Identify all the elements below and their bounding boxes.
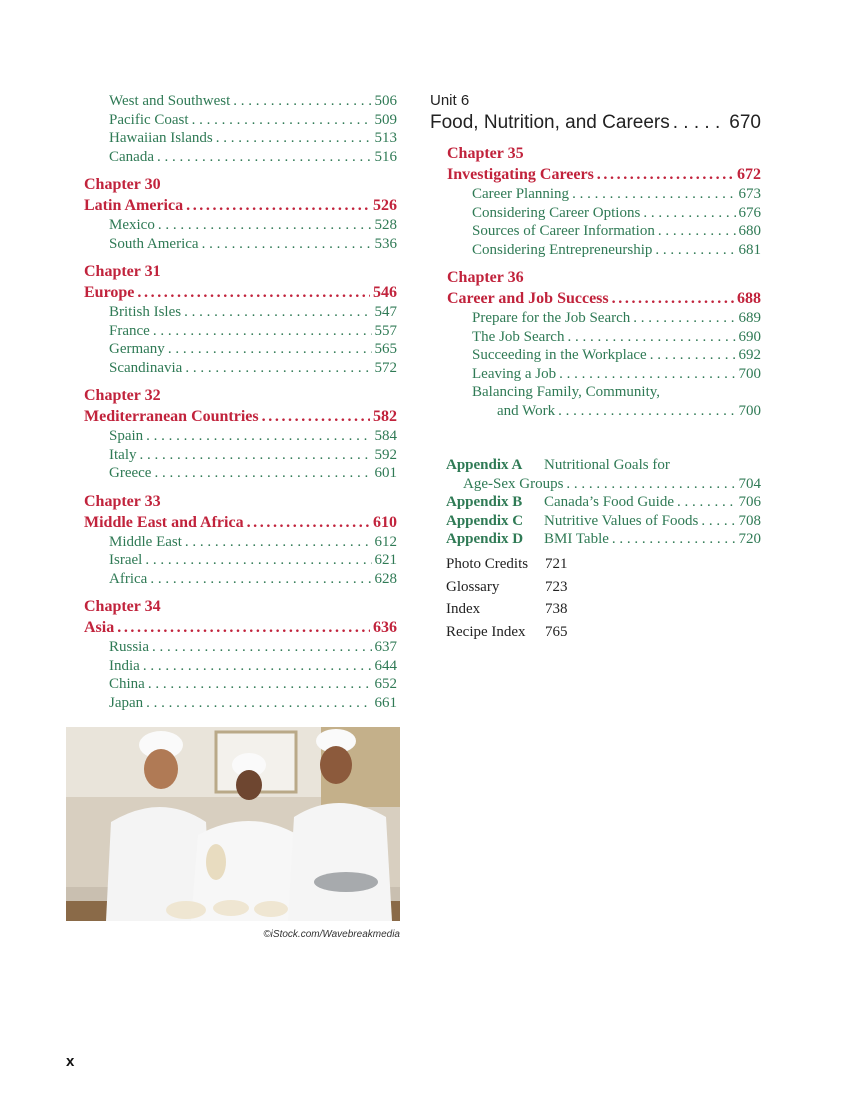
chapter-title-page: 610 (373, 513, 397, 531)
chapter-title-label: Investigating Careers (447, 166, 594, 183)
toc-entry-label: Middle East (109, 533, 182, 550)
toc-entry-label: Spain (109, 428, 144, 444)
toc-entry[interactable] (447, 365, 761, 384)
toc-right-column (430, 91, 761, 643)
toc-entry-page: 690 (738, 328, 761, 345)
dot-leader (597, 164, 734, 185)
dot-leader (233, 92, 371, 111)
appendix-page: 706 (738, 494, 761, 511)
unit-title[interactable] (430, 110, 761, 135)
chapter-block (84, 174, 397, 253)
toc-entry-label: Germany (109, 341, 165, 357)
toc-entry[interactable] (84, 446, 397, 465)
toc-entry-label: Succeeding in the Workplace (472, 347, 647, 363)
chapter-block (447, 143, 761, 259)
chapter-title-page: 636 (373, 619, 397, 636)
dot-leader (633, 309, 735, 328)
chapter-block (84, 491, 397, 589)
toc-entry[interactable] (84, 427, 397, 446)
dot-leader (572, 185, 735, 204)
chapter-block (447, 267, 761, 420)
back-matter-entry[interactable] (446, 598, 761, 621)
chapter-number: Chapter 33 (84, 492, 161, 510)
toc-entry-label: Leaving a Job (472, 365, 557, 382)
toc-entry-label: Hawaiian Islands (109, 130, 213, 146)
toc-entry[interactable] (84, 464, 397, 483)
chapter-title-label: Asia (84, 619, 115, 636)
toc-entry-label: South America (109, 235, 199, 252)
back-matter-entry[interactable] (446, 621, 761, 644)
back-matter-page: 738 (545, 601, 568, 618)
appendix-key: Appendix B (446, 494, 523, 511)
appendix-key: Appendix C (446, 512, 524, 529)
dot-leader (559, 365, 735, 384)
dot-leader (158, 216, 372, 235)
chapter-title[interactable] (84, 195, 397, 216)
toc-entry[interactable] (447, 185, 761, 204)
dot-leader (655, 241, 735, 260)
chapter-number: Chapter 32 (84, 387, 161, 404)
back-matter-label: Photo Credits (446, 555, 529, 572)
toc-entry-page: 572 (374, 359, 397, 376)
dot-leader (146, 694, 371, 713)
dot-leader (152, 638, 371, 657)
toc-entry-label: Africa (109, 570, 148, 587)
photo-credit: ©iStock.com/Wavebreakmedia (263, 929, 400, 940)
chapter-number: Chapter 31 (84, 263, 161, 280)
toc-entry-label: Career Planning (472, 186, 570, 202)
dot-leader (650, 346, 736, 365)
dot-leader (673, 110, 727, 135)
dot-leader (192, 111, 372, 130)
toc-entry-label: Sources of Career Information (472, 223, 655, 239)
dot-leader (168, 340, 372, 359)
toc-entry[interactable] (447, 402, 761, 421)
appendix-entry[interactable] (446, 475, 761, 494)
appendix-entry-page: 704 (738, 475, 761, 492)
toc-entry-label: Scandinavia (109, 359, 183, 376)
chapter-title-label: Middle East and Africa (84, 513, 244, 531)
back-matter-page: 765 (545, 623, 568, 640)
toc-entry-page: 557 (374, 322, 397, 339)
photo-illustration (66, 727, 400, 921)
dot-leader (262, 406, 370, 427)
appendix-entry[interactable] (446, 456, 761, 475)
back-matter-label: Glossary (446, 578, 500, 595)
toc-entry[interactable] (84, 340, 397, 359)
dot-leader (566, 475, 735, 494)
unit-title-label: Food, Nutrition, and Careers (430, 112, 670, 133)
dot-leader (701, 512, 735, 531)
toc-entry-page: 676 (738, 204, 761, 221)
toc-entry-page: 689 (738, 310, 761, 326)
toc-entry[interactable] (84, 216, 397, 235)
toc-entry[interactable] (84, 148, 397, 167)
appendix-title: BMI Table (544, 531, 609, 548)
toc-entry-label: Mexico (109, 217, 155, 233)
toc-entry-page: 592 (374, 446, 397, 463)
appendix-page: 708 (738, 512, 761, 529)
appendix-key: Appendix A (446, 457, 523, 473)
toc-entry-label: China (109, 676, 145, 692)
toc-entry[interactable]: Balancing Family, Community, (472, 384, 661, 400)
chapter-block (84, 596, 397, 712)
toc-entry-page: 628 (374, 570, 397, 587)
unit-number: Unit 6 (430, 92, 470, 109)
toc-entry[interactable] (84, 359, 397, 378)
dot-leader (150, 570, 371, 589)
dot-leader (157, 148, 372, 167)
page-number: x (66, 1053, 75, 1070)
toc-entry[interactable] (447, 309, 761, 328)
back-matter-list (446, 553, 761, 643)
dot-leader (643, 204, 735, 223)
chapter-title-label: Europe (84, 284, 135, 301)
leading-entries (84, 92, 397, 166)
toc-entry[interactable] (84, 303, 397, 322)
dot-leader (154, 464, 371, 483)
chapter-title-page: 526 (373, 197, 397, 214)
toc-entry[interactable] (447, 204, 761, 223)
toc-entry[interactable] (84, 638, 397, 657)
chapter-block (84, 261, 397, 377)
toc-entry[interactable] (447, 241, 761, 260)
toc-entry-label: France (109, 322, 150, 339)
toc-entry[interactable] (84, 92, 397, 111)
toc-entry[interactable] (84, 322, 397, 341)
dot-leader (148, 675, 372, 694)
dot-leader (612, 288, 734, 309)
chapter-title[interactable] (447, 288, 761, 309)
dot-leader (143, 657, 372, 676)
dot-leader (184, 303, 371, 322)
toc-entry-label: Canada (109, 148, 154, 165)
chapter-title-label: Career and Job Success (447, 290, 609, 307)
dot-leader (186, 195, 370, 216)
toc-entry-page: 601 (374, 465, 397, 481)
appendix-key: Appendix D (446, 531, 524, 548)
toc-entry[interactable] (447, 222, 761, 241)
toc-entry-page: 612 (374, 533, 397, 550)
toc-entry-page: 565 (374, 341, 397, 357)
toc-entry[interactable] (84, 657, 397, 676)
appendix-entry-label: Age-Sex Groups (463, 475, 564, 492)
toc-entry-page: 673 (738, 186, 761, 202)
appendix-list (446, 456, 761, 549)
toc-entry-page: 528 (374, 217, 397, 233)
back-matter-page: 721 (545, 555, 568, 572)
appendix-title: Nutritive Values of Foods (544, 512, 699, 529)
toc-entry-label: and Work (497, 402, 556, 419)
toc-entry-page: 547 (374, 304, 397, 320)
toc-entry-page: 509 (374, 111, 397, 128)
dot-leader (146, 427, 371, 446)
dot-leader (677, 493, 736, 512)
dot-leader (612, 530, 736, 549)
toc-entry-label: India (109, 657, 140, 674)
chapter-number: Chapter 30 (84, 176, 161, 193)
toc-entry-page: 637 (374, 639, 397, 655)
appendix-title: Canada’s Food Guide (544, 494, 674, 511)
toc-entry[interactable] (84, 694, 397, 713)
dot-leader (153, 322, 372, 341)
dot-leader (140, 446, 372, 465)
dot-leader (185, 533, 372, 552)
toc-entry[interactable] (447, 346, 761, 365)
appendix-entry[interactable] (446, 512, 761, 531)
toc-entry-page: 681 (738, 241, 761, 258)
toc-entry-page: 516 (374, 148, 397, 165)
dot-leader (185, 359, 371, 378)
toc-entry-label: Japan (109, 694, 144, 711)
back-matter-entry[interactable] (446, 576, 761, 599)
chapter-title-label: Latin America (84, 197, 184, 214)
unit-title-page: 670 (729, 112, 761, 133)
dot-leader (137, 282, 370, 303)
chapter-title[interactable] (84, 282, 397, 303)
toc-entry[interactable] (84, 570, 397, 589)
toc-entry-page: 513 (374, 130, 397, 146)
toc-entry-label: Greece (109, 465, 152, 481)
toc-entry-label: Considering Career Options (472, 204, 641, 221)
chapter-title-page: 672 (737, 166, 761, 183)
toc-entry-page: 680 (738, 223, 761, 239)
chapter-title-page: 582 (373, 408, 397, 425)
chapter-number: Chapter 34 (84, 598, 161, 615)
toc-entry[interactable] (447, 328, 761, 347)
toc-entry-page: 536 (374, 235, 397, 252)
chapter-title[interactable] (447, 164, 761, 185)
toc-entry-page: 652 (374, 676, 397, 692)
dot-leader (247, 512, 370, 533)
toc-entry-page: 661 (374, 694, 397, 711)
appendix-entry[interactable] (446, 493, 761, 512)
back-matter-entry[interactable] (446, 553, 761, 576)
toc-entry[interactable] (84, 551, 397, 570)
toc-entry-page: 584 (374, 428, 397, 444)
toc-entry[interactable] (84, 129, 397, 148)
back-matter-label: Recipe Index (446, 623, 526, 640)
dot-leader (117, 617, 370, 638)
toc-entry-label: Italy (109, 446, 137, 463)
chapter-title-page: 546 (373, 284, 397, 301)
toc-entry-label: West and Southwest (109, 93, 231, 109)
chapter-block (84, 385, 397, 483)
toc-entry-label: Considering Entrepreneurship (472, 241, 653, 258)
toc-entry-page: 644 (374, 657, 397, 674)
dot-leader (202, 235, 372, 254)
toc-entry-page: 700 (738, 402, 761, 419)
appendix-entry[interactable] (446, 530, 761, 549)
toc-entry-label: Pacific Coast (109, 111, 189, 128)
dot-leader (567, 328, 735, 347)
toc-entry[interactable] (84, 111, 397, 130)
toc-entry-page: 506 (374, 93, 397, 109)
toc-entry-page: 692 (738, 347, 761, 363)
toc-left-column (84, 92, 397, 712)
toc-entry-label: Israel (109, 552, 143, 568)
back-matter-label: Index (446, 601, 481, 618)
appendix-title: Nutritional Goals for (544, 457, 670, 473)
toc-entry-page: 621 (374, 552, 397, 568)
toc-entry-label: Prepare for the Job Search (472, 310, 631, 326)
toc-entry[interactable] (84, 675, 397, 694)
dot-leader (145, 551, 371, 570)
chapter-title[interactable] (84, 406, 397, 427)
chapter-title[interactable] (84, 617, 397, 638)
chapter-title[interactable] (84, 512, 397, 533)
toc-entry-page: 700 (738, 365, 761, 382)
back-matter-page: 723 (545, 578, 568, 595)
toc-entry-label: The Job Search (472, 328, 565, 345)
toc-entry[interactable] (84, 235, 397, 254)
chefs-kitchen-photo (66, 727, 400, 921)
dot-leader (558, 402, 735, 421)
chapter-title-label: Mediterranean Countries (84, 408, 259, 425)
chapter-title-page: 688 (737, 290, 761, 307)
toc-entry[interactable] (84, 533, 397, 552)
dot-leader (658, 222, 736, 241)
chapter-number: Chapter 36 (447, 269, 524, 286)
toc-entry-label: Russia (109, 639, 150, 655)
dot-leader (216, 129, 372, 148)
chapter-number: Chapter 35 (447, 145, 524, 162)
toc-entry-label: British Isles (109, 304, 182, 320)
appendix-page: 720 (738, 531, 761, 548)
